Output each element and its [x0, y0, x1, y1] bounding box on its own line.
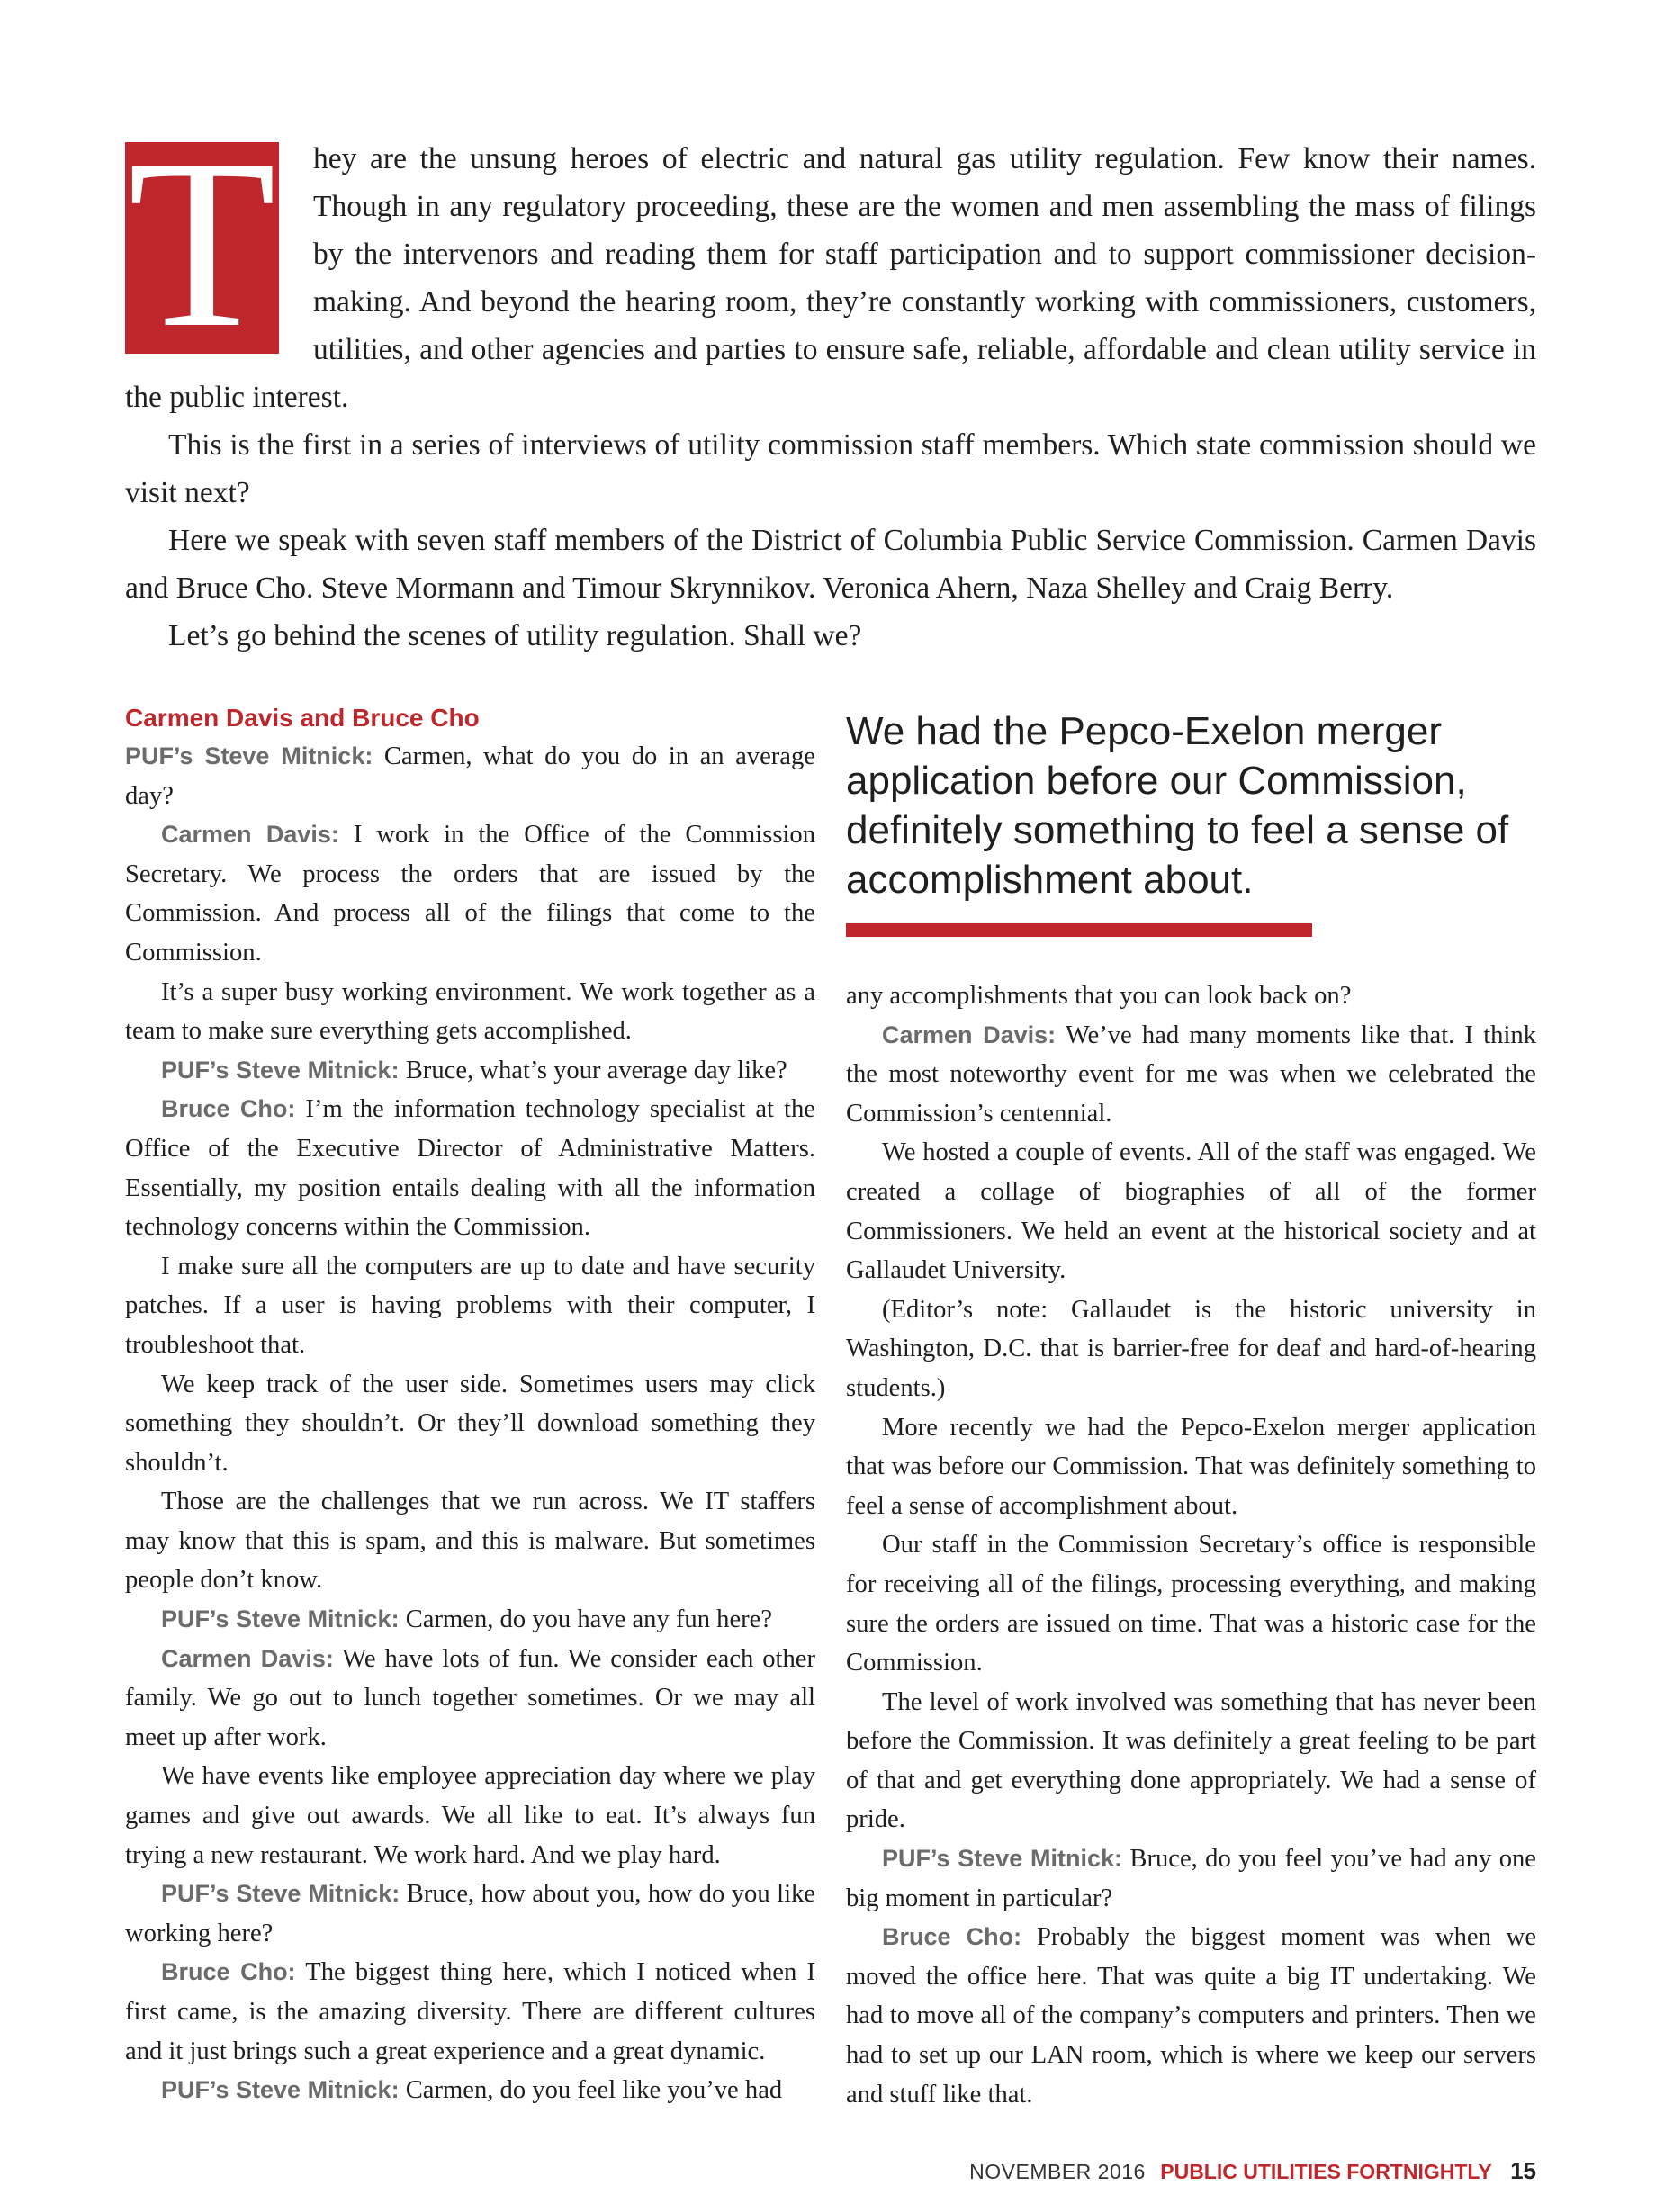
dropcap — [125, 109, 279, 378]
speaker: Bruce Cho: — [161, 1095, 296, 1123]
speaker: PUF’s Steve Mitnick: — [882, 1845, 1123, 1873]
dialogue-text: Bruce, do you feel you’ve had any one big moment in particular? — [846, 1845, 1536, 1912]
dialogue-paragraph — [846, 1918, 1536, 2114]
speaker: Carmen Davis: — [161, 1644, 334, 1672]
dialogue-text: Carmen, do you feel like you’ve had — [405, 2076, 783, 2105]
dialogue-text: We’ve had many moments like that. I think the most noteworthy event for me was when we celebrated the Commission’s centennial. — [846, 1021, 1536, 1128]
dialogue-text: Our staff in the Commission Secretary’s office is responsible for receiving all of the filings, processing everything, and making sure the orders are issued on time. That was a historic case for the Commission. — [846, 1531, 1536, 1677]
speaker: Bruce Cho: — [882, 1923, 1022, 1951]
dialogue-paragraph — [125, 737, 815, 815]
dialogue-paragraph — [846, 1016, 1536, 1134]
dialogue-paragraph — [125, 1482, 815, 1600]
dialogue-text: I make sure all the computers are up to date and have security patches. If a user is having problems with their computer, I troubleshoot that. — [125, 1252, 815, 1359]
dialogue-paragraph — [846, 1839, 1536, 1918]
speaker: Carmen Davis: — [882, 1021, 1057, 1048]
dialogue-text: (Editor’s note: Gallaudet is the historic university in Washington, D.C. that is barrier-free for deaf and hard-of-hearing students.) — [846, 1295, 1536, 1402]
pull-quote: We had the Pepco-Exelon merger application before our Commission, definitely something to feel a sense of accomplishment about. — [846, 709, 1509, 902]
pull-quote-rule — [846, 923, 1312, 937]
speaker: PUF’s Steve Mitnick: — [161, 1056, 400, 1084]
right-column — [846, 976, 1536, 2114]
dialogue-paragraph — [125, 1953, 815, 2071]
speaker: PUF’s Steve Mitnick: — [161, 1605, 400, 1633]
dialogue-paragraph — [125, 2071, 815, 2110]
publication-name: PUBLIC UTILITIES FORTNIGHTLY — [1160, 2160, 1492, 2183]
dialogue-text: Bruce, what’s your average day like? — [405, 1056, 788, 1084]
page-number: 15 — [1510, 2157, 1536, 2184]
section-heading: Carmen Davis and Bruce Cho — [125, 704, 480, 732]
dialogue-text: More recently we had the Pepco-Exelon merger application that was before our Commission. That was definitely something to feel a sense of accomplishment about. — [846, 1413, 1536, 1520]
dialogue-paragraph — [125, 815, 815, 972]
dialogue-paragraph — [125, 1875, 815, 1953]
speaker: PUF’s Steve Mitnick: — [161, 1880, 400, 1908]
dialogue-text: Carmen, what do you do in an average day? — [125, 742, 815, 810]
dialogue-text: I’m the information technology specialist at the Office of the Executive Director of Administrative Matters. Essentially, my position entails dealing with all the information technology concerns within the Commission. — [125, 1095, 815, 1242]
intro-paragraph-1: hey are the unsung heroes of electric and natural gas utility regulation. Few know their names. Though in any regulatory proceeding, these are the women and men assembling the mass of filings by the intervenors and reading them for staff participation and to support commissioner decision-making. And beyond the hearing room, they’re constantly working with commissioners, customers, utilities, and other agencies and parties to ensure safe, reliable, affordable and clean utility service in the public interest. — [125, 142, 1536, 414]
dialogue-text: We have lots of fun. We consider each other family. We go out to lunch together sometimes. Or we may all meet up after work. — [125, 1644, 815, 1751]
speaker: PUF’s Steve Mitnick: — [161, 2076, 400, 2104]
dialogue-paragraph — [125, 1640, 815, 1758]
dialogue-text: Carmen, do you have any fun here? — [405, 1605, 773, 1634]
speaker: PUF’s Steve Mitnick: — [125, 742, 374, 769]
intro — [125, 109, 1536, 660]
dialogue-paragraph — [125, 1757, 815, 1875]
left-column — [125, 699, 815, 2110]
page-footer — [969, 2157, 1536, 2185]
dialogue-paragraph — [846, 1133, 1536, 1290]
dialogue-text: We hosted a couple of events. All of the staff was engaged. We created a collage of biographies of all of the former Commissioners. We held an event at the historical society and at Gallaudet University. — [846, 1138, 1536, 1285]
dialogue-text: any accomplishments that you can look back on? — [846, 982, 1352, 1010]
dialogue-text: The biggest thing here, which I noticed when I first came, is the amazing diversity. There are different cultures and it just brings such a great experience and a great dynamic. — [125, 1958, 816, 2065]
dialogue-paragraph — [125, 1247, 815, 1365]
intro-paragraph-2: This is the first in a series of interviews of utility commission staff members. Which state commission should we visit next? — [125, 428, 1536, 509]
dialogue-text: The level of work involved was something that has never been before the Commission. It was definitely a great feeling to be part of that and get everything done appropriately. We had a sense of pride. — [846, 1687, 1536, 1834]
dialogue-paragraph — [125, 1365, 815, 1483]
dialogue-text: We keep track of the user side. Sometimes users may click something they shouldn’t. Or they’ll download something they shouldn’t. — [125, 1370, 815, 1477]
dialogue-text: It’s a super busy working environment. We work together as a team to make sure everything gets accomplished. — [125, 977, 815, 1046]
dialogue-paragraph — [846, 1683, 1536, 1839]
dialogue-paragraph — [846, 976, 1536, 1016]
dialogue-text: Bruce, how about you, how do you like working here? — [125, 1880, 815, 1947]
dialogue-paragraph — [125, 1600, 815, 1640]
dialogue-text: Probably the biggest moment was when we moved the office here. That was quite a big IT undertaking. We had to move all of the company’s computers and printers. Then we had to set up our LAN room, which is where we keep our servers and stuff like that. — [846, 1923, 1537, 2109]
dialogue-text: We have events like employee appreciation day where we play games and give out awards. We all like to eat. It’s always fun trying a new restaurant. We work hard. And we play hard. — [125, 1762, 815, 1869]
dialogue-paragraph — [846, 1525, 1536, 1682]
dropcap-letter: T — [128, 109, 276, 378]
dialogue-paragraph — [125, 1051, 815, 1091]
intro-paragraph-3: Here we speak with seven staff members of the District of Columbia Public Service Commission. Carmen Davis and Bruce Cho. Steve Mormann and Timour Skrynnikov. Veronica Ahern, Naza Shelley and Craig Berry. — [125, 524, 1536, 605]
dialogue-paragraph — [846, 1408, 1536, 1526]
dialogue-paragraph — [125, 1090, 815, 1246]
speaker: Carmen Davis: — [161, 821, 339, 849]
dialogue-text: Those are the challenges that we run across. We IT staffers may know that this is spam, and this is malware. But sometimes people don’t know. — [125, 1488, 815, 1595]
issue-date: NOVEMBER 2016 — [969, 2160, 1146, 2183]
dialogue-text: I work in the Office of the Commission Secretary. We process the orders that are issued by the Commission. And process all of the filings that come to the Commission. — [125, 821, 815, 967]
dialogue-paragraph — [125, 973, 815, 1051]
speaker: Bruce Cho: — [161, 1958, 296, 1986]
intro-paragraph-4: Let’s go behind the scenes of utility regulation. Shall we? — [168, 619, 862, 652]
dialogue-paragraph — [846, 1290, 1536, 1408]
